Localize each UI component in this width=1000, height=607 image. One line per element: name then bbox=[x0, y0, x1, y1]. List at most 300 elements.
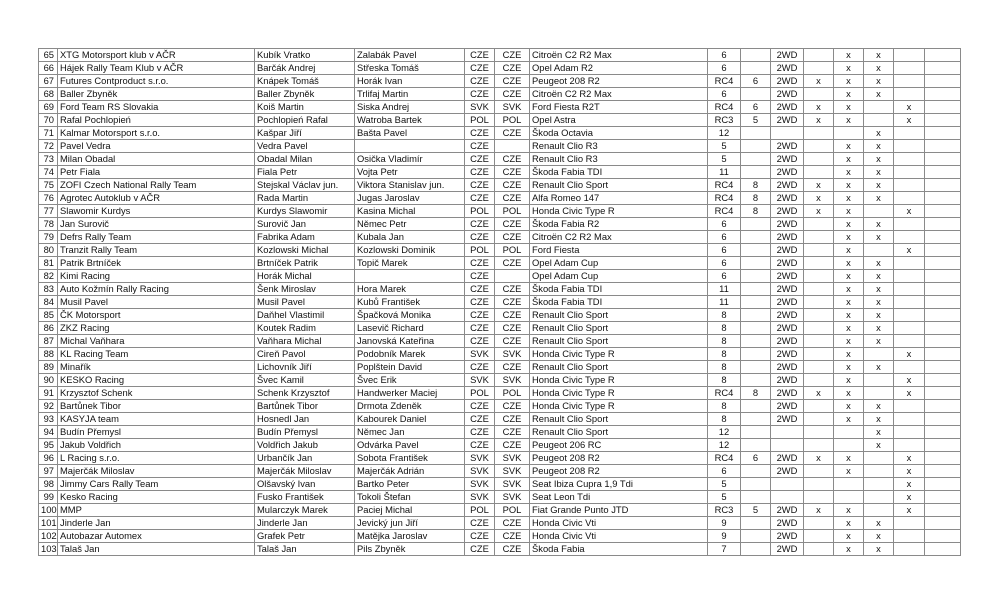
drive-type-cell: 2WD bbox=[771, 153, 804, 166]
table-row bbox=[39, 517, 961, 530]
entrant-cell: Tranzit Rally Team bbox=[58, 244, 255, 257]
table-row bbox=[39, 530, 961, 543]
table-row bbox=[39, 244, 961, 257]
mark-col-3-cell bbox=[864, 387, 894, 400]
entrant-cell: ZOFI Czech National Rally Team bbox=[58, 179, 255, 192]
co-driver-nationality-cell bbox=[495, 270, 530, 283]
co-driver-cell: Handwerker Maciej bbox=[355, 387, 465, 400]
mark-col-2-cell: x bbox=[834, 244, 864, 257]
driver-cell: Kozlowski Michal bbox=[255, 244, 355, 257]
subclass-cell bbox=[741, 218, 771, 231]
entrant-cell: Jan Surovič bbox=[58, 218, 255, 231]
mark-col-1-cell bbox=[804, 283, 834, 296]
mark-col-1-cell bbox=[804, 439, 834, 452]
mark-col-1-cell: x bbox=[804, 114, 834, 127]
co-driver-nationality-cell: SVK bbox=[495, 101, 530, 114]
drive-type-cell bbox=[771, 127, 804, 140]
mark-col-2-cell: x bbox=[834, 348, 864, 361]
class-cell: 12 bbox=[708, 439, 741, 452]
co-driver-nationality-cell: SVK bbox=[495, 465, 530, 478]
co-driver-nationality-cell: POL bbox=[495, 205, 530, 218]
driver-nationality-cell: CZE bbox=[465, 231, 495, 244]
mark-col-1-cell bbox=[804, 231, 834, 244]
start-number-cell: 69 bbox=[39, 101, 58, 114]
start-number-cell: 86 bbox=[39, 322, 58, 335]
mark-col-4-cell bbox=[894, 127, 925, 140]
car-cell: Citroën C2 R2 Max bbox=[530, 231, 708, 244]
mark-col-2-cell: x bbox=[834, 270, 864, 283]
start-number-cell: 74 bbox=[39, 166, 58, 179]
co-driver-cell: Paciej Michal bbox=[355, 504, 465, 517]
car-cell: Renault Clio R3 bbox=[530, 153, 708, 166]
empty-cell bbox=[925, 439, 961, 452]
start-number-cell: 83 bbox=[39, 283, 58, 296]
mark-col-2-cell: x bbox=[834, 166, 864, 179]
empty-cell bbox=[925, 348, 961, 361]
driver-cell: Voldřich Jakub bbox=[255, 439, 355, 452]
entrant-cell: Musil Pavel bbox=[58, 296, 255, 309]
mark-col-4-cell bbox=[894, 270, 925, 283]
co-driver-cell: Vojta Petr bbox=[355, 166, 465, 179]
mark-col-1-cell: x bbox=[804, 75, 834, 88]
subclass-cell: 8 bbox=[741, 179, 771, 192]
drive-type-cell: 2WD bbox=[771, 413, 804, 426]
class-cell: 5 bbox=[708, 153, 741, 166]
drive-type-cell: 2WD bbox=[771, 322, 804, 335]
co-driver-nationality-cell: SVK bbox=[495, 348, 530, 361]
subclass-cell bbox=[741, 335, 771, 348]
subclass-cell bbox=[741, 517, 771, 530]
co-driver-cell: Poplštein David bbox=[355, 361, 465, 374]
co-driver-nationality-cell: CZE bbox=[495, 179, 530, 192]
class-cell: RC4 bbox=[708, 192, 741, 205]
mark-col-3-cell: x bbox=[864, 413, 894, 426]
start-number-cell: 84 bbox=[39, 296, 58, 309]
empty-cell bbox=[925, 504, 961, 517]
driver-cell: Koutek Radim bbox=[255, 322, 355, 335]
start-number-cell: 100 bbox=[39, 504, 58, 517]
mark-col-1-cell bbox=[804, 465, 834, 478]
mark-col-1-cell bbox=[804, 88, 834, 101]
mark-col-2-cell: x bbox=[834, 517, 864, 530]
driver-nationality-cell: CZE bbox=[465, 309, 495, 322]
table-row bbox=[39, 426, 961, 439]
table-row bbox=[39, 257, 961, 270]
car-cell: Renault Clio Sport bbox=[530, 413, 708, 426]
mark-col-2-cell: x bbox=[834, 179, 864, 192]
mark-col-2-cell: x bbox=[834, 88, 864, 101]
subclass-cell bbox=[741, 296, 771, 309]
driver-nationality-cell: CZE bbox=[465, 88, 495, 101]
empty-cell bbox=[925, 231, 961, 244]
driver-nationality-cell: CZE bbox=[465, 257, 495, 270]
mark-col-3-cell bbox=[864, 478, 894, 491]
mark-col-4-cell: x bbox=[894, 114, 925, 127]
mark-col-2-cell: x bbox=[834, 452, 864, 465]
subclass-cell bbox=[741, 426, 771, 439]
subclass-cell bbox=[741, 153, 771, 166]
mark-col-4-cell bbox=[894, 426, 925, 439]
subclass-cell bbox=[741, 439, 771, 452]
empty-cell bbox=[925, 101, 961, 114]
empty-cell bbox=[925, 49, 961, 62]
driver-cell: Majerčák Miloslav bbox=[255, 465, 355, 478]
drive-type-cell: 2WD bbox=[771, 400, 804, 413]
car-cell: Škoda Fabia TDI bbox=[530, 166, 708, 179]
table-row bbox=[39, 114, 961, 127]
start-number-cell: 73 bbox=[39, 153, 58, 166]
drive-type-cell: 2WD bbox=[771, 517, 804, 530]
mark-col-4-cell bbox=[894, 400, 925, 413]
car-cell: Peugeot 208 R2 bbox=[530, 75, 708, 88]
start-number-cell: 94 bbox=[39, 426, 58, 439]
mark-col-2-cell: x bbox=[834, 205, 864, 218]
mark-col-4-cell bbox=[894, 543, 925, 556]
car-cell: Škoda Fabia R2 bbox=[530, 218, 708, 231]
mark-col-1-cell: x bbox=[804, 101, 834, 114]
drive-type-cell: 2WD bbox=[771, 257, 804, 270]
mark-col-3-cell: x bbox=[864, 270, 894, 283]
subclass-cell bbox=[741, 270, 771, 283]
class-cell: 6 bbox=[708, 49, 741, 62]
mark-col-3-cell bbox=[864, 504, 894, 517]
empty-cell bbox=[925, 543, 961, 556]
co-driver-nationality-cell: POL bbox=[495, 504, 530, 517]
table-row bbox=[39, 270, 961, 283]
start-number-cell: 102 bbox=[39, 530, 58, 543]
mark-col-1-cell bbox=[804, 257, 834, 270]
start-number-cell: 66 bbox=[39, 62, 58, 75]
start-number-cell: 98 bbox=[39, 478, 58, 491]
driver-cell: Jinderle Jan bbox=[255, 517, 355, 530]
mark-col-2-cell: x bbox=[834, 49, 864, 62]
mark-col-1-cell bbox=[804, 322, 834, 335]
subclass-cell: 5 bbox=[741, 504, 771, 517]
co-driver-cell: Matějka Jaroslav bbox=[355, 530, 465, 543]
table-row bbox=[39, 140, 961, 153]
class-cell: 6 bbox=[708, 257, 741, 270]
driver-cell: Grafek Petr bbox=[255, 530, 355, 543]
entrant-cell: MMP bbox=[58, 504, 255, 517]
driver-cell: Talaš Jan bbox=[255, 543, 355, 556]
mark-col-4-cell: x bbox=[894, 452, 925, 465]
co-driver-nationality-cell: CZE bbox=[495, 257, 530, 270]
driver-nationality-cell: SVK bbox=[465, 491, 495, 504]
co-driver-cell: Kubala Jan bbox=[355, 231, 465, 244]
co-driver-nationality-cell: CZE bbox=[495, 166, 530, 179]
driver-nationality-cell: CZE bbox=[465, 179, 495, 192]
car-cell: Škoda Fabia bbox=[530, 543, 708, 556]
empty-cell bbox=[925, 62, 961, 75]
table-row bbox=[39, 478, 961, 491]
co-driver-nationality-cell bbox=[495, 140, 530, 153]
class-cell: 8 bbox=[708, 361, 741, 374]
co-driver-cell: Hora Marek bbox=[355, 283, 465, 296]
car-cell: Peugeot 208 R2 bbox=[530, 465, 708, 478]
drive-type-cell: 2WD bbox=[771, 166, 804, 179]
class-cell: 9 bbox=[708, 530, 741, 543]
entrant-cell: Budín Přemysl bbox=[58, 426, 255, 439]
mark-col-4-cell bbox=[894, 257, 925, 270]
driver-nationality-cell: CZE bbox=[465, 517, 495, 530]
start-number-cell: 88 bbox=[39, 348, 58, 361]
drive-type-cell: 2WD bbox=[771, 192, 804, 205]
empty-cell bbox=[925, 75, 961, 88]
car-cell: Renault Clio Sport bbox=[530, 309, 708, 322]
car-cell: Renault Clio Sport bbox=[530, 361, 708, 374]
mark-col-2-cell: x bbox=[834, 504, 864, 517]
table-row bbox=[39, 127, 961, 140]
mark-col-3-cell: x bbox=[864, 530, 894, 543]
drive-type-cell: 2WD bbox=[771, 283, 804, 296]
car-cell: Honda Civic Type R bbox=[530, 400, 708, 413]
drive-type-cell: 2WD bbox=[771, 361, 804, 374]
start-number-cell: 92 bbox=[39, 400, 58, 413]
co-driver-nationality-cell: CZE bbox=[495, 62, 530, 75]
co-driver-cell: Jugas Jaroslav bbox=[355, 192, 465, 205]
driver-cell: Vaňhara Michal bbox=[255, 335, 355, 348]
co-driver-nationality-cell: CZE bbox=[495, 400, 530, 413]
mark-col-2-cell: x bbox=[834, 374, 864, 387]
co-driver-cell: Kasina Michal bbox=[355, 205, 465, 218]
co-driver-cell: Němec Jan bbox=[355, 426, 465, 439]
co-driver-cell: Viktora Stanislav jun. bbox=[355, 179, 465, 192]
empty-cell bbox=[925, 452, 961, 465]
driver-nationality-cell: SVK bbox=[465, 465, 495, 478]
mark-col-3-cell: x bbox=[864, 49, 894, 62]
entrant-cell: Auto Kožmín Rally Racing bbox=[58, 283, 255, 296]
class-cell: 9 bbox=[708, 517, 741, 530]
mark-col-2-cell: x bbox=[834, 192, 864, 205]
class-cell: 8 bbox=[708, 413, 741, 426]
co-driver-cell: Střeska Tomáš bbox=[355, 62, 465, 75]
driver-nationality-cell: CZE bbox=[465, 218, 495, 231]
driver-nationality-cell: CZE bbox=[465, 62, 495, 75]
start-number-cell: 96 bbox=[39, 452, 58, 465]
mark-col-2-cell: x bbox=[834, 231, 864, 244]
start-number-cell: 99 bbox=[39, 491, 58, 504]
mark-col-4-cell bbox=[894, 309, 925, 322]
mark-col-3-cell bbox=[864, 101, 894, 114]
mark-col-4-cell bbox=[894, 218, 925, 231]
entrant-cell: Patrik Brtníček bbox=[58, 257, 255, 270]
empty-cell bbox=[925, 283, 961, 296]
start-number-cell: 75 bbox=[39, 179, 58, 192]
start-number-cell: 97 bbox=[39, 465, 58, 478]
start-number-cell: 77 bbox=[39, 205, 58, 218]
co-driver-nationality-cell: CZE bbox=[495, 517, 530, 530]
entrant-cell: Petr Fiala bbox=[58, 166, 255, 179]
mark-col-2-cell: x bbox=[834, 465, 864, 478]
mark-col-2-cell bbox=[834, 478, 864, 491]
mark-col-1-cell bbox=[804, 218, 834, 231]
mark-col-3-cell bbox=[864, 114, 894, 127]
driver-cell: Pochlopień Rafal bbox=[255, 114, 355, 127]
mark-col-2-cell: x bbox=[834, 62, 864, 75]
car-cell: Renault Clio R3 bbox=[530, 140, 708, 153]
mark-col-3-cell bbox=[864, 348, 894, 361]
driver-cell: Stejskal Václav jun. bbox=[255, 179, 355, 192]
mark-col-1-cell bbox=[804, 244, 834, 257]
class-cell: 12 bbox=[708, 127, 741, 140]
driver-cell: Obadal Milan bbox=[255, 153, 355, 166]
entrant-cell: Kalmar Motorsport s.r.o. bbox=[58, 127, 255, 140]
class-cell: 6 bbox=[708, 88, 741, 101]
car-cell: Honda Civic Type R bbox=[530, 348, 708, 361]
driver-nationality-cell: POL bbox=[465, 387, 495, 400]
co-driver-nationality-cell: CZE bbox=[495, 192, 530, 205]
co-driver-nationality-cell: CZE bbox=[495, 88, 530, 101]
mark-col-2-cell: x bbox=[834, 387, 864, 400]
empty-cell bbox=[925, 218, 961, 231]
class-cell: 12 bbox=[708, 426, 741, 439]
empty-cell bbox=[925, 153, 961, 166]
subclass-cell bbox=[741, 491, 771, 504]
mark-col-1-cell bbox=[804, 400, 834, 413]
mark-col-4-cell: x bbox=[894, 348, 925, 361]
driver-nationality-cell: SVK bbox=[465, 101, 495, 114]
table-row bbox=[39, 504, 961, 517]
table-row bbox=[39, 296, 961, 309]
entrant-cell: Baller Zbyněk bbox=[58, 88, 255, 101]
co-driver-nationality-cell: CZE bbox=[495, 296, 530, 309]
car-cell: Renault Clio Sport bbox=[530, 335, 708, 348]
mark-col-1-cell bbox=[804, 361, 834, 374]
driver-nationality-cell: CZE bbox=[465, 530, 495, 543]
mark-col-4-cell: x bbox=[894, 101, 925, 114]
subclass-cell bbox=[741, 127, 771, 140]
driver-nationality-cell: CZE bbox=[465, 192, 495, 205]
mark-col-2-cell bbox=[834, 127, 864, 140]
subclass-cell bbox=[741, 413, 771, 426]
subclass-cell bbox=[741, 62, 771, 75]
driver-nationality-cell: SVK bbox=[465, 452, 495, 465]
entrant-cell: Pavel Vedra bbox=[58, 140, 255, 153]
empty-cell bbox=[925, 491, 961, 504]
subclass-cell bbox=[741, 257, 771, 270]
entrant-cell: Talaš Jan bbox=[58, 543, 255, 556]
subclass-cell bbox=[741, 49, 771, 62]
mark-col-3-cell: x bbox=[864, 335, 894, 348]
driver-cell: Daňhel Vlastimil bbox=[255, 309, 355, 322]
start-number-cell: 85 bbox=[39, 309, 58, 322]
co-driver-cell: Švec Erik bbox=[355, 374, 465, 387]
entry-list-sheet bbox=[38, 48, 960, 556]
mark-col-2-cell: x bbox=[834, 413, 864, 426]
co-driver-nationality-cell: CZE bbox=[495, 322, 530, 335]
class-cell: 6 bbox=[708, 218, 741, 231]
subclass-cell: 8 bbox=[741, 192, 771, 205]
table-row bbox=[39, 49, 961, 62]
car-cell: Renault Clio Sport bbox=[530, 179, 708, 192]
class-cell: 8 bbox=[708, 348, 741, 361]
mark-col-4-cell bbox=[894, 530, 925, 543]
mark-col-1-cell bbox=[804, 166, 834, 179]
entrant-cell: Kimi Racing bbox=[58, 270, 255, 283]
co-driver-nationality-cell: CZE bbox=[495, 218, 530, 231]
mark-col-2-cell bbox=[834, 426, 864, 439]
driver-nationality-cell: CZE bbox=[465, 400, 495, 413]
driver-nationality-cell: SVK bbox=[465, 374, 495, 387]
subclass-cell bbox=[741, 478, 771, 491]
mark-col-2-cell: x bbox=[834, 335, 864, 348]
mark-col-3-cell: x bbox=[864, 257, 894, 270]
table-row bbox=[39, 231, 961, 244]
drive-type-cell: 2WD bbox=[771, 374, 804, 387]
car-cell: Renault Clio Sport bbox=[530, 426, 708, 439]
start-number-cell: 87 bbox=[39, 335, 58, 348]
mark-col-1-cell: x bbox=[804, 504, 834, 517]
mark-col-4-cell bbox=[894, 153, 925, 166]
co-driver-cell: Watroba Bartek bbox=[355, 114, 465, 127]
co-driver-cell: Kozlowski Dominik bbox=[355, 244, 465, 257]
co-driver-cell: Majerčák Adrián bbox=[355, 465, 465, 478]
entrant-cell: Ford Team RS Slovakia bbox=[58, 101, 255, 114]
class-cell: 6 bbox=[708, 62, 741, 75]
driver-nationality-cell: POL bbox=[465, 244, 495, 257]
drive-type-cell: 2WD bbox=[771, 114, 804, 127]
mark-col-2-cell: x bbox=[834, 361, 864, 374]
mark-col-1-cell bbox=[804, 348, 834, 361]
mark-col-1-cell bbox=[804, 296, 834, 309]
mark-col-3-cell: x bbox=[864, 192, 894, 205]
mark-col-2-cell: x bbox=[834, 75, 864, 88]
co-driver-cell: Kubů František bbox=[355, 296, 465, 309]
mark-col-4-cell bbox=[894, 62, 925, 75]
table-row bbox=[39, 101, 961, 114]
subclass-cell bbox=[741, 166, 771, 179]
start-number-cell: 93 bbox=[39, 413, 58, 426]
mark-col-4-cell: x bbox=[894, 465, 925, 478]
car-cell: Citroën C2 R2 Max bbox=[530, 88, 708, 101]
driver-cell: Surovič Jan bbox=[255, 218, 355, 231]
start-number-cell: 81 bbox=[39, 257, 58, 270]
empty-cell bbox=[925, 309, 961, 322]
table-row bbox=[39, 452, 961, 465]
class-cell: RC3 bbox=[708, 114, 741, 127]
table-row bbox=[39, 62, 961, 75]
start-number-cell: 68 bbox=[39, 88, 58, 101]
car-cell: Honda Civic Vti bbox=[530, 530, 708, 543]
drive-type-cell: 2WD bbox=[771, 270, 804, 283]
mark-col-4-cell bbox=[894, 335, 925, 348]
drive-type-cell: 2WD bbox=[771, 205, 804, 218]
subclass-cell: 6 bbox=[741, 452, 771, 465]
subclass-cell: 8 bbox=[741, 205, 771, 218]
mark-col-1-cell bbox=[804, 426, 834, 439]
co-driver-nationality-cell: CZE bbox=[495, 75, 530, 88]
class-cell: 6 bbox=[708, 465, 741, 478]
mark-col-3-cell bbox=[864, 452, 894, 465]
subclass-cell bbox=[741, 348, 771, 361]
empty-cell bbox=[925, 127, 961, 140]
car-cell: Seat Ibiza Cupra 1,9 Tdi bbox=[530, 478, 708, 491]
table-row bbox=[39, 192, 961, 205]
mark-col-4-cell bbox=[894, 166, 925, 179]
table-row bbox=[39, 387, 961, 400]
class-cell: RC4 bbox=[708, 205, 741, 218]
table-row bbox=[39, 374, 961, 387]
mark-col-1-cell bbox=[804, 543, 834, 556]
mark-col-2-cell bbox=[834, 439, 864, 452]
driver-nationality-cell: CZE bbox=[465, 296, 495, 309]
driver-cell: Brtníček Patrik bbox=[255, 257, 355, 270]
mark-col-4-cell: x bbox=[894, 504, 925, 517]
co-driver-cell bbox=[355, 140, 465, 153]
co-driver-nationality-cell: CZE bbox=[495, 439, 530, 452]
mark-col-1-cell bbox=[804, 140, 834, 153]
table-row bbox=[39, 543, 961, 556]
